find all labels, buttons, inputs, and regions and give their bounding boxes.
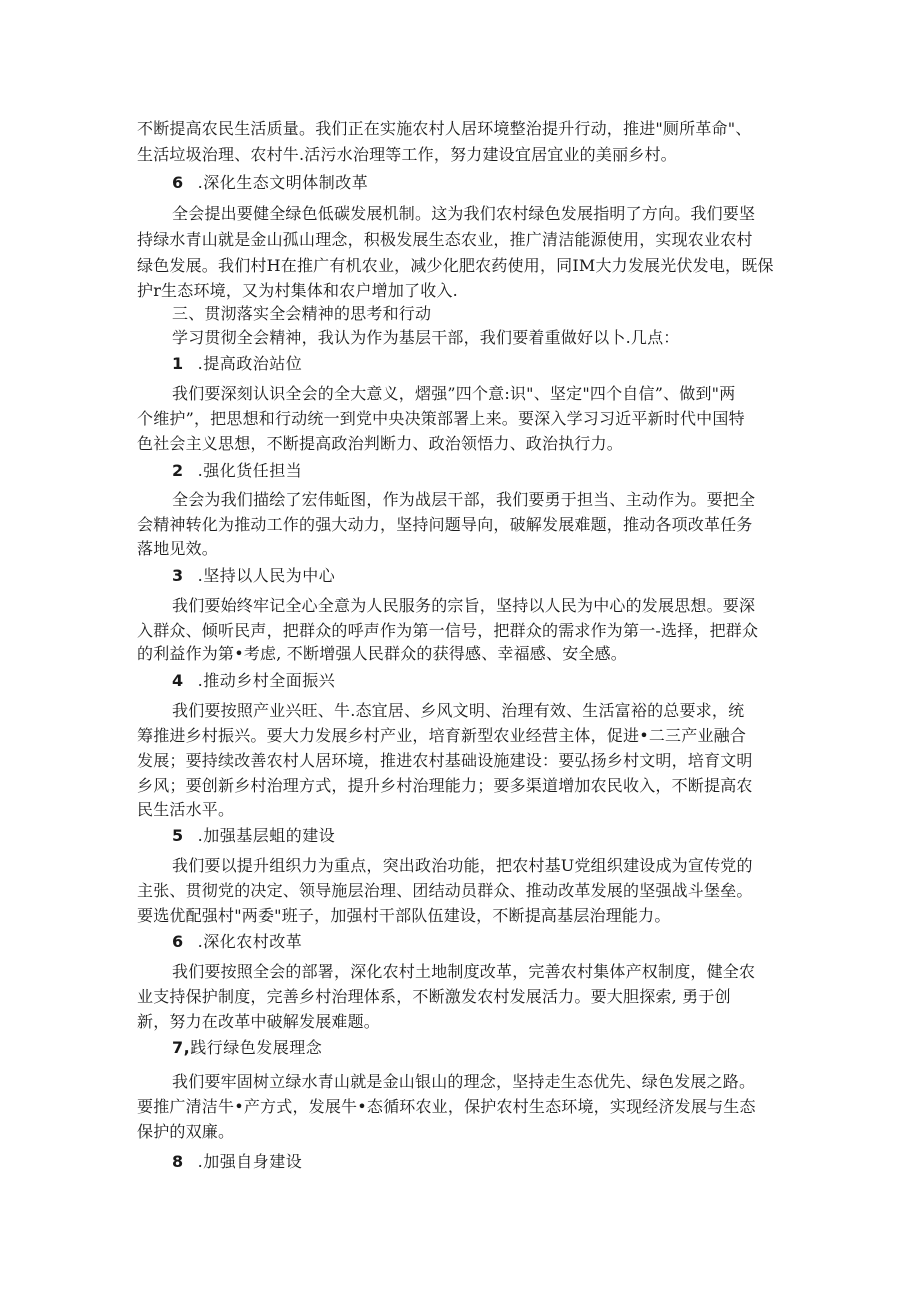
paragraph-line: 主张、贯彻党的决定、领导施层治理、团结动员群众、推动改革发展的坚强战斗堡垒。 — [137, 881, 753, 900]
paragraph-line: 会精神转化为推动工作的强大动力，坚持问题导向，破解发展难题，推动各项改革任务 — [137, 515, 753, 534]
paragraph-line: 色社会主义思想，不断提高政治判断力、政治领悟力、政治执行力。 — [137, 434, 624, 453]
heading-number: 1 — [172, 354, 184, 373]
paragraph-line: 全会为我们描绘了宏伟蚯图，作为战层干部，我们要勇于担当、主动作为。要把全 — [172, 490, 756, 509]
paragraph-line: 我们要深刻认识全会的全大意义，熠强”四个意:识"、坚定"四个自信”、做到"两 — [172, 384, 736, 403]
section-heading-2 — [172, 460, 302, 482]
heading-text: .加强自身建设 — [197, 1152, 303, 1171]
paragraph-line: 我们要牢固树立绿水青山就是金山银山的理念，坚持走生态优先、绿色发展之路。 — [172, 1072, 756, 1091]
heading-text: .深化农村改革 — [197, 932, 303, 951]
heading-number: 6 — [172, 173, 184, 192]
paragraph-line: 要选优配强村"两委"班子，加强村干部队伍建设，不断提高基层治理能力。 — [137, 906, 671, 925]
heading-number: 2 — [172, 461, 184, 480]
paragraph-line: 我们要按照产业兴旺、牛.态宜居、乡风文明、治理有效、生活富裕的总要求，统 — [172, 701, 745, 720]
heading-text: 践行绿色发展理念 — [190, 1038, 323, 1057]
paragraph-line: 我们要以提升组织力为重点，突出政治功能，把农村基U党组织建设成为宣传党的 — [172, 856, 753, 875]
section-heading-6b — [172, 931, 302, 953]
heading-number: 3 — [172, 566, 184, 585]
paragraph-line: 我们要始终牢记全心全意为人民服务的宗旨，坚持以人民为中心的发展思想。要深 — [172, 596, 756, 615]
paragraph-line: 保护的双廉。 — [137, 1122, 235, 1141]
section-title: 三、贯沏落实全会精神的思考和行动 — [172, 304, 432, 323]
paragraph-line: 要推广清洁牛•产方式，发展牛•态循环农业，保护农村生态环境，实现经济发展与生态 — [137, 1097, 756, 1116]
paragraph-line: 我们要按照全会的部署，深化农村土地制度改革，完善农村集体产权制度，健全农 — [172, 962, 756, 981]
paragraph-line: 护r生态环境，又为村集体和农户增加了收入. — [137, 281, 458, 300]
heading-text: .强化货任担当 — [197, 461, 303, 480]
paragraph-line: 入群众、倾听民声，把群众的呼声作为第一信号，把群众的需求作为第一-选择，把群众 — [137, 621, 759, 640]
section-heading-8 — [172, 1151, 302, 1173]
heading-number: 5 — [172, 826, 184, 845]
paragraph-line: 生活垃圾治理、农村牛.活污水治理等工作，努力建设宜居宜业的美丽乡村。 — [137, 145, 677, 164]
heading-text: .加强基层蛆的建设 — [197, 826, 336, 845]
section-heading-7 — [172, 1037, 322, 1059]
heading-text: .坚持以人民为中心 — [197, 566, 336, 585]
paragraph-line: 不断提高农民生活质量。我们正在实施农村人居环境整治提升行动，推进"厕所革命"、 — [137, 119, 752, 138]
paragraph-line: 民生活水平。 — [137, 800, 235, 819]
paragraph-line: 筹推进乡村振兴。要大力发展乡村产业，培育新型农业经营主体，促进•二三产业融合 — [137, 726, 747, 745]
paragraph-line: 业支持保护制度，完善乡村治理体系，不断激发农村发展活力。要大胆探索, 勇于创 — [137, 987, 731, 1006]
paragraph-line: 持绿水青山就是金山孤山理念，积极发展生态农业，推广清洁能源使用，实现农业农村 — [137, 230, 753, 249]
heading-number: 6 — [172, 932, 184, 951]
paragraph-line: 落地见效。 — [137, 539, 219, 558]
paragraph-line: 全会提出要健全绿色低碳发展机制。这为我们农村绿色发展指明了方向。我们要坚 — [172, 204, 756, 223]
heading-text: .推动乡村全面振兴 — [197, 671, 336, 690]
section-heading-3 — [172, 565, 335, 587]
section-heading-5 — [172, 825, 335, 847]
paragraph-line: 发展；要持续改善农村人居环境，推进农村基础设施建设：要弘扬乡村文明，培育文明 — [137, 751, 753, 770]
paragraph-line: 的利益作为第•考虑, 不断增强人民群众的获得感、幸福感、安全感。 — [137, 644, 628, 663]
heading-number: 4 — [172, 671, 184, 690]
paragraph-line: 绿色发展。我们村H在推广有机农业，减少化肥农药使用，同IM大力发展光伏发电，既保 — [137, 256, 774, 275]
section-heading-4 — [172, 670, 335, 692]
intro-line: 学习贯彻全会精神，我认为作为基层干部，我们要着重做好以卜.几点： — [172, 328, 680, 347]
paragraph-line: 乡风；要创新乡村治理方式，提升乡村治理能力；要多渠道增加农民收入，不断提高农 — [137, 776, 753, 795]
heading-number: 8 — [172, 1152, 184, 1171]
section-heading-1 — [172, 353, 302, 375]
heading-text: .提高政治站位 — [197, 354, 303, 373]
heading-number: 7, — [172, 1038, 191, 1057]
section-heading-6a — [172, 172, 368, 194]
paragraph-line: 新，努力在改革中破解发展难题。 — [137, 1012, 381, 1031]
heading-text: .深化生态文明体制改革 — [197, 173, 369, 192]
paragraph-line: 个维护”，把思想和行动统一到党中央决策部署上来。要深入学习习近平新时代中国特 — [137, 409, 745, 428]
